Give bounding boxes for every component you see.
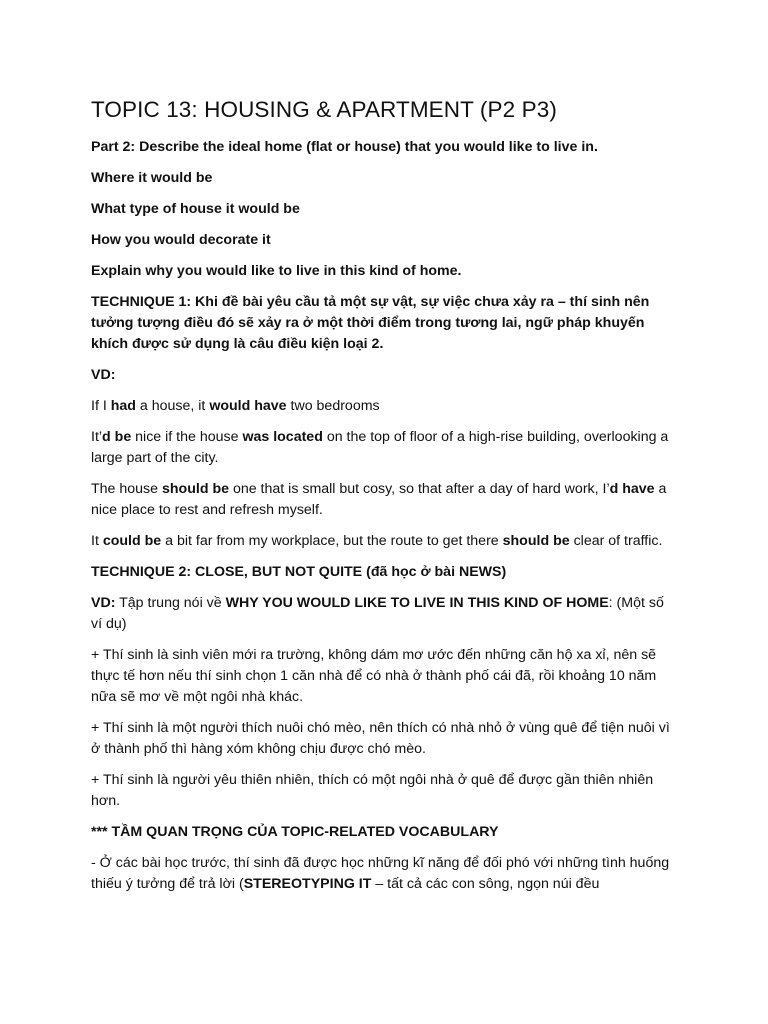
- example-4-text: a bit far from my workplace, but the route to get there: [161, 533, 503, 549]
- cue-type: What type of house it would be: [91, 201, 300, 217]
- bullet-2: + Thí sinh là một người thích nuôi chó mèo, nên thích có nhà nhỏ ở vùng quê để tiện nuôi vì ở thành phố thì hàng xóm không chịu được chó mèo.: [91, 720, 670, 757]
- vd-label: VD:: [91, 367, 116, 383]
- example-2-text: on the top of floor of a high-rise building, overlooking a large part of the city.: [91, 429, 669, 466]
- technique-2: TECHNIQUE 2: CLOSE, BUT NOT QUITE (đã học ở bài NEWS): [91, 564, 507, 580]
- vd-2-text: : (Một số ví dụ): [91, 595, 664, 632]
- example-4-text: clear of traffic.: [569, 533, 663, 549]
- example-2-bold: was located: [242, 429, 323, 445]
- technique-1: TECHNIQUE 1: Khi đề bài yêu cầu tả một sự vật, sự việc chưa xảy ra – thí sinh nên tưởng tượng điều đó sẽ xảy ra ở một thời điểm trong tương lai, ngữ pháp khuyến khích được sử dụng là câu điều kiện loại 2.: [91, 294, 650, 352]
- vd-2: [91, 593, 671, 635]
- example-4-bold: should be: [502, 533, 570, 549]
- last-paragraph-text: – tất cả các con sông, ngọn núi đều: [371, 876, 600, 892]
- example-1: [91, 396, 671, 417]
- part2-prompt: Part 2: Describe the ideal home (flat or house) that you would like to live in.: [91, 139, 598, 155]
- cue-explain: Explain why you would like to live in this kind of home.: [91, 263, 462, 279]
- example-3-text: one that is small but cosy, so that after a day of hard work, I’: [229, 481, 610, 497]
- example-3-text: The house: [91, 481, 162, 497]
- example-1-bold: had: [110, 398, 136, 414]
- example-1-text: a house, it: [135, 398, 210, 414]
- last-paragraph-text: - Ở các bài học trước, thí sinh đã được học những kĩ năng để đối phó với những tình huống thiếu ý tưởng để trả lời (: [91, 855, 670, 892]
- cue-where: Where it would be: [91, 170, 213, 186]
- example-2: [91, 427, 671, 469]
- document-page: [91, 95, 671, 905]
- vd-2-bold: WHY YOU WOULD LIKE TO LIVE IN THIS KIND OF HOME: [225, 595, 609, 611]
- example-2-text: It’: [91, 429, 103, 445]
- bullet-1: + Thí sinh là sinh viên mới ra trường, không dám mơ ước đến những căn hộ xa xỉ, nên sẽ thực tế hơn nếu thí sinh chọn 1 căn nhà để có nhà ở thành phố cái đã, rồi khoảng 10 năm nữa sẽ mơ về một ngôi nhà khác.: [91, 647, 657, 705]
- example-3-bold: should be: [162, 481, 229, 497]
- vd-2-text: Tập trung nói về: [115, 595, 226, 611]
- bullet-3: + Thí sinh là người yêu thiên nhiên, thích có một ngôi nhà ở quê để được gần thiên nhiên hơn.: [91, 772, 654, 809]
- example-4: [91, 531, 671, 552]
- last-paragraph: [91, 853, 671, 895]
- example-4-bold: could be: [102, 533, 162, 549]
- example-3-bold: d have: [609, 481, 655, 497]
- example-3: [91, 479, 671, 521]
- example-1-text: two bedrooms: [286, 398, 380, 414]
- example-1-bold: would have: [209, 398, 287, 414]
- example-2-bold: d be: [102, 429, 132, 445]
- vocab-heading: *** TẦM QUAN TRỌNG CỦA TOPIC-RELATED VOCABULARY: [91, 824, 499, 840]
- page-title: TOPIC 13: HOUSING & APARTMENT (P2 P3): [91, 97, 557, 122]
- last-paragraph-bold: STEREOTYPING IT: [243, 876, 372, 892]
- vd-2-label: VD:: [91, 595, 116, 611]
- cue-decorate: How you would decorate it: [91, 232, 271, 248]
- example-4-text: It: [91, 533, 103, 549]
- example-1-text: If I: [91, 398, 111, 414]
- example-3-text: a nice place to rest and refresh myself.: [91, 481, 667, 518]
- example-2-text: nice if the house: [131, 429, 243, 445]
